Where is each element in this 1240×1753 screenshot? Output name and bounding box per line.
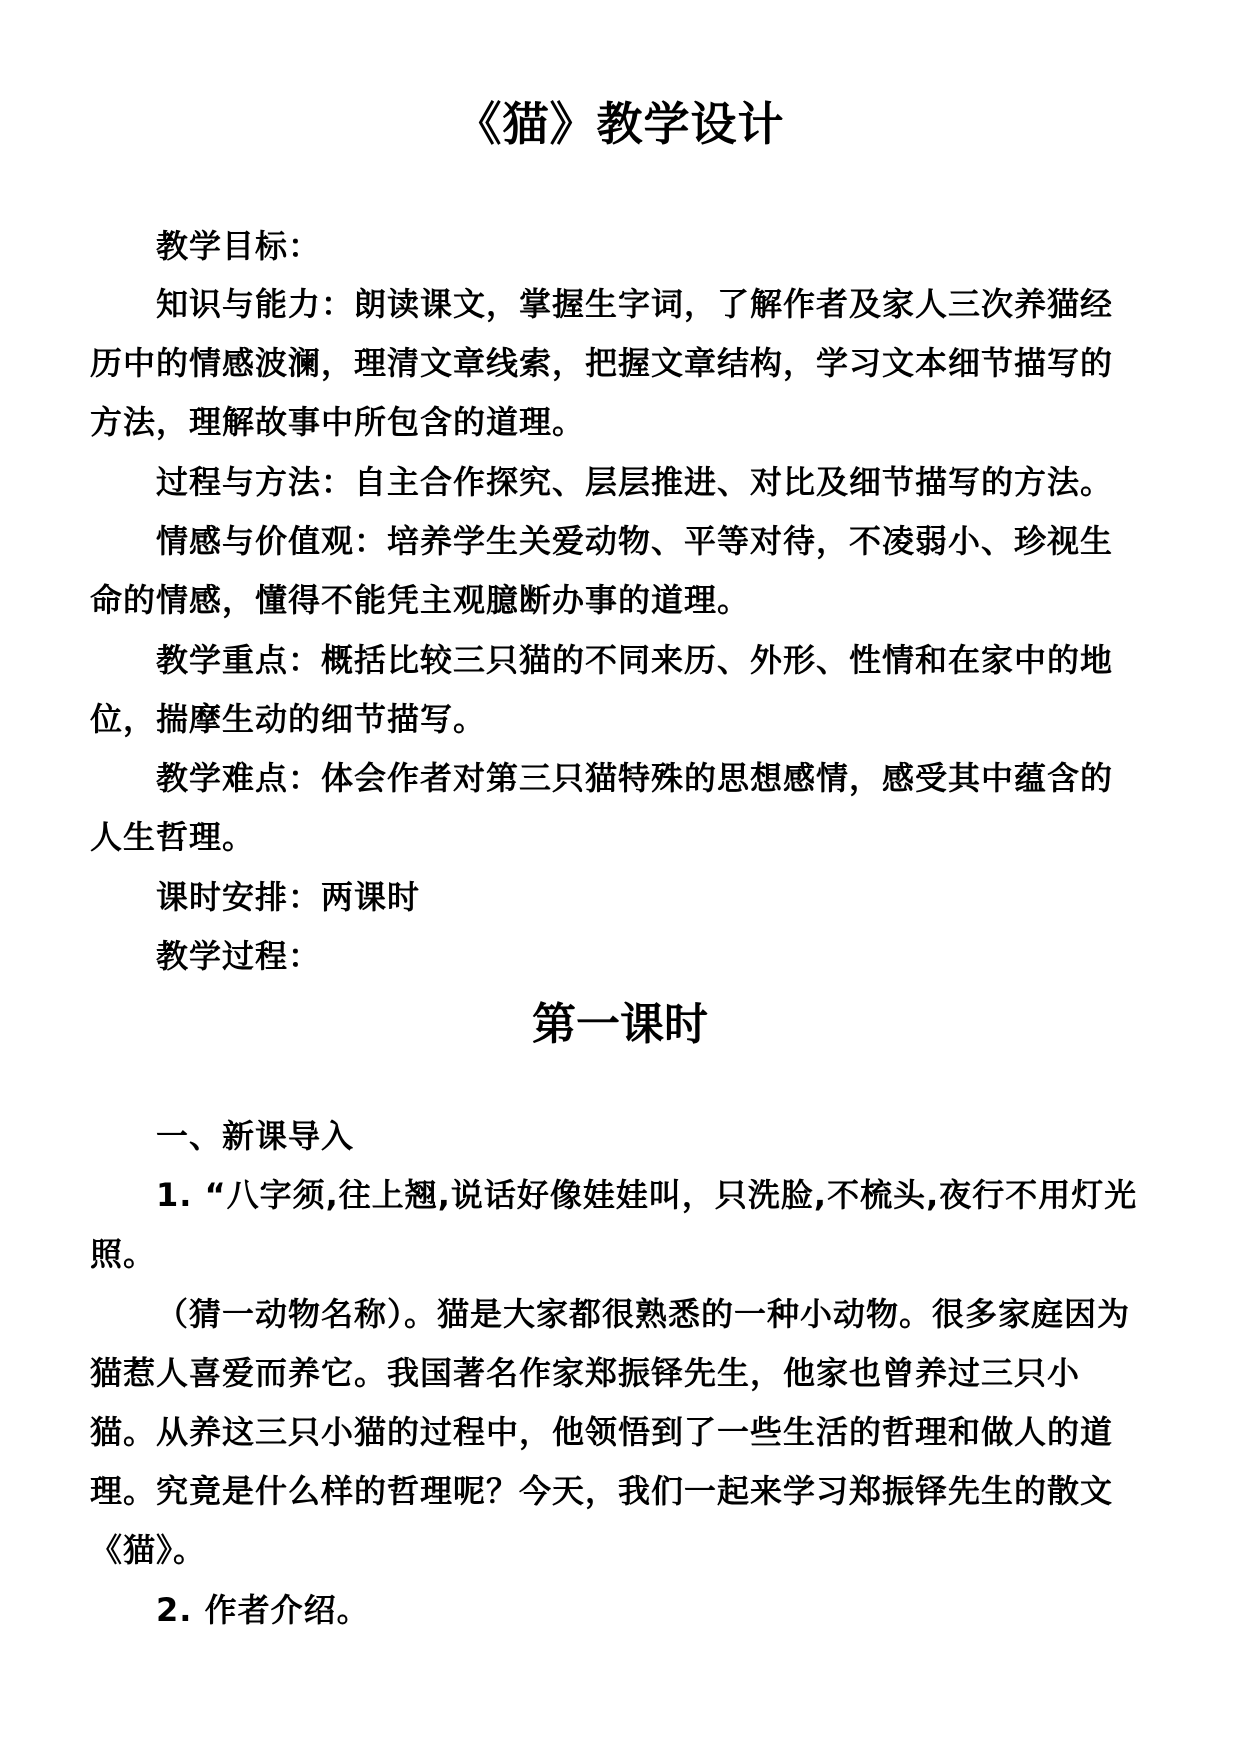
key-points-label: 教学重点： [156, 641, 322, 679]
intro-line-4: 理。究竟是什么样的哲理呢？今天，我们一起来学习郑振铎先生的散文 [90, 1472, 1114, 1510]
emotion-label: 情感与价值观： [156, 522, 388, 560]
emotion-line-2: 命的情感，懂得不能凭主观臆断办事的道理。 [90, 581, 751, 619]
intro-line-2: 猫惹人喜爱而养它。我国著名作家郑振铎先生，他家也曾养过三只小 [90, 1354, 1081, 1392]
intro-line-3: 猫。从养这三只小猫的过程中，他领悟到了一些生活的哲理和做人的道 [90, 1413, 1114, 1451]
process-text: 自主合作探究、层层推进、对比及细节描写的方法。 [354, 463, 1114, 501]
process-heading: 教学过程： [156, 937, 322, 975]
knowledge-text: 朗读课文，掌握生字词，了解作者及家人三次养猫经 [354, 285, 1114, 323]
lesson-title: 第一课时 [532, 999, 708, 1050]
knowledge-line-3: 方法，理解故事中所包含的道理。 [90, 403, 586, 441]
key-points-text: 概括比较三只猫的不同来历、外形、性情和在家中的地 [321, 641, 1114, 679]
knowledge-line-2: 历中的情感波澜，理清文章线索，把握文章结构，学习文本细节描写的 [90, 344, 1114, 382]
intro-line-5: 《猫》。 [90, 1531, 207, 1569]
key-points-line-2: 位，揣摩生动的细节描写。 [90, 700, 487, 738]
schedule-text: 两课时 [321, 878, 421, 916]
intro-line-1: （猜一动物名称）。猫是大家都很熟悉的一种小动物。很多家庭因为 [156, 1295, 1131, 1333]
knowledge-label: 知识与能力： [156, 285, 355, 323]
schedule-line [156, 877, 420, 917]
difficulties-label: 教学难点： [156, 759, 322, 797]
difficulties-text: 体会作者对第三只猫特殊的思想感情，感受其中蕴含的 [321, 759, 1114, 797]
difficulties-line-1 [156, 758, 1113, 798]
author-intro-item: 2. 作者介绍。 [156, 1591, 370, 1629]
key-points-line-1 [156, 640, 1113, 680]
process-line [156, 462, 1113, 502]
goals-heading: 教学目标： [156, 227, 322, 265]
emotion-text: 培养学生关爱动物、平等对待，不凌弱小、珍视生 [387, 522, 1114, 560]
riddle-line-2: 照。 [90, 1235, 157, 1273]
difficulties-line-2: 人生哲理。 [90, 818, 256, 856]
knowledge-line-1 [156, 284, 1113, 324]
section-heading: 一、新课导入 [156, 1117, 355, 1155]
document-title: 《猫》教学设计 [455, 97, 785, 151]
emotion-line-1 [156, 521, 1113, 561]
schedule-label: 课时安排： [156, 878, 322, 916]
process-label: 过程与方法： [156, 463, 355, 501]
riddle-line-1: 1. “八字须,往上翘,说话好像娃娃叫，只洗脸,不梳头,夜行不用灯光 [156, 1176, 1138, 1214]
